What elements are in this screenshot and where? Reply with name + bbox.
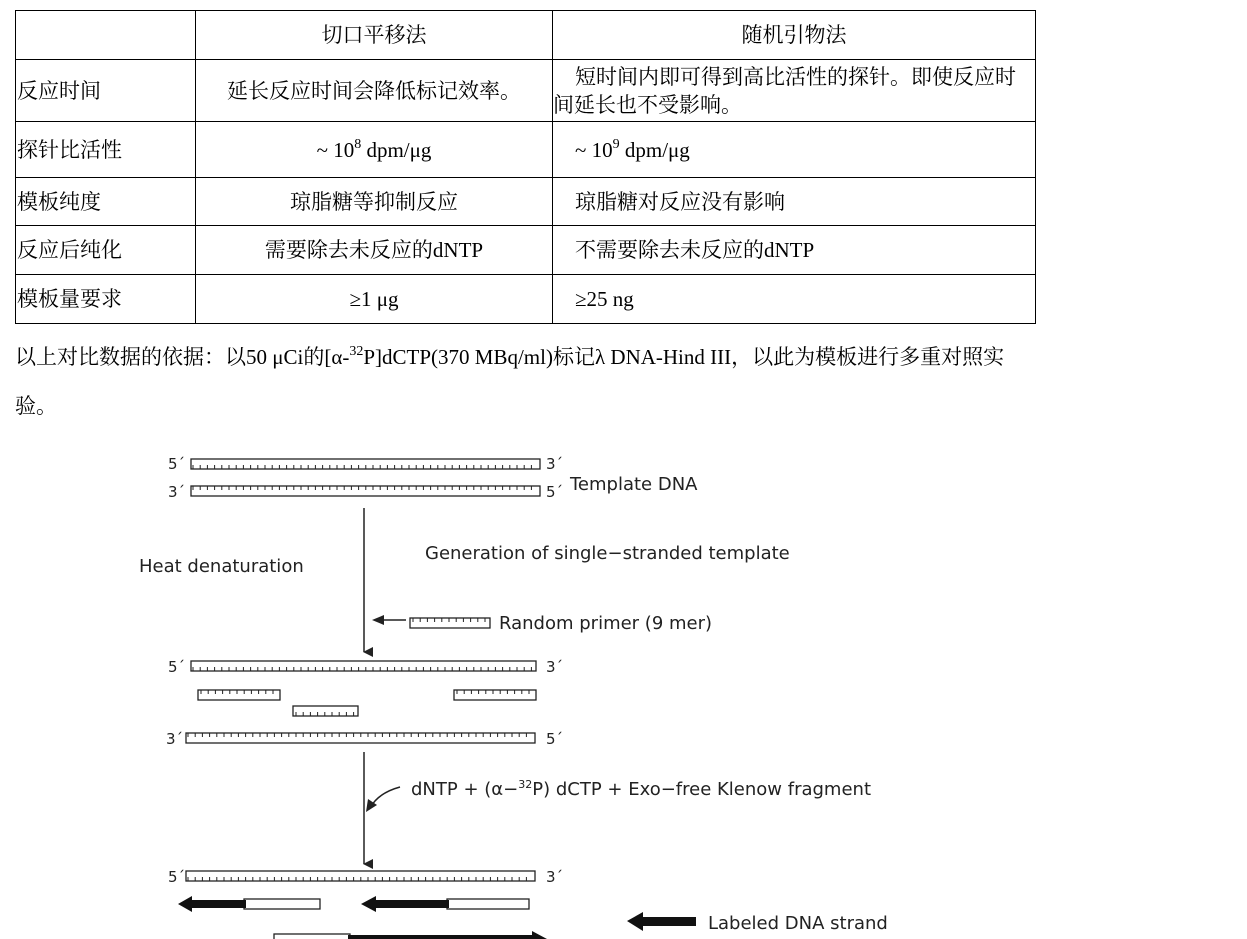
row-label: 反应时间 xyxy=(16,60,196,122)
row-label: 探针比活性 xyxy=(16,122,196,178)
nick-cell: ≥1 μg xyxy=(196,275,553,324)
header-nick-translation: 切口平移法 xyxy=(196,11,553,60)
random-cell: ≥25 ng xyxy=(553,275,1036,324)
row-label: 反应后纯化 xyxy=(16,226,196,275)
strand-end-5-label: 5´ xyxy=(546,483,564,501)
template-dna-label: Template DNA xyxy=(570,474,698,495)
table-row xyxy=(16,275,1036,324)
random-primer-oligo xyxy=(410,618,490,628)
heat-denaturation-label: Heat denaturation xyxy=(139,556,304,577)
row-label: 模板纯度 xyxy=(16,178,196,226)
header-random-primer: 随机引物法 xyxy=(553,11,1036,60)
nick-purify-text: 需要除去未反应的 xyxy=(264,238,433,262)
nick-cell xyxy=(196,226,553,275)
strand-end-3-label: 3´ xyxy=(546,658,564,676)
strand-end-5-label: 5´ xyxy=(168,455,186,473)
annealed-primer xyxy=(198,690,280,700)
template-dna-top-strand xyxy=(191,459,540,469)
random-primer-labeling-diagram xyxy=(0,440,1247,939)
labeled-strand-product xyxy=(274,931,547,939)
strand-end-5-label: 5´ xyxy=(168,868,186,886)
primer-pointer-head xyxy=(372,615,384,625)
strand-end-3-label: 3´ xyxy=(168,483,186,501)
note-text: ，以此为模板进行多重对照实验。 xyxy=(15,345,1005,418)
reaction-label-pre: dNTP + (α− xyxy=(411,779,519,800)
strand-end-3-label: 3´ xyxy=(546,455,564,473)
single-strand-bottom xyxy=(186,733,535,743)
product-template-strand xyxy=(186,871,535,881)
random-cell: 短时间内即可得到高比活性的探针。即使反应时间延长也不受影响。 xyxy=(553,60,1036,122)
nick-activity-base: ~ 10 xyxy=(316,137,355,162)
nick-activity-unit: dpm/μg xyxy=(361,137,432,162)
table-header-row xyxy=(16,11,1036,60)
random-purify-text: 不需要除去未反应的 xyxy=(575,238,764,262)
random-primer-label: Random primer (9 mer) xyxy=(499,613,713,634)
random-activity-base: ~ 10 xyxy=(575,137,613,162)
strand-end-3-label: 3´ xyxy=(546,868,564,886)
comparison-table xyxy=(15,10,1036,324)
reaction-label xyxy=(411,778,871,800)
labeled-strand-legend-arrow xyxy=(627,912,696,931)
random-purify-dntp: dNTP xyxy=(764,238,815,262)
random-activity-unit: dpm/μg xyxy=(619,137,690,162)
note-isotope-mass: 32 xyxy=(349,344,364,359)
labeled-strand-product xyxy=(361,896,529,912)
reaction-label-isotope-mass: 32 xyxy=(518,778,533,791)
nick-purify-dntp: dNTP xyxy=(432,238,484,262)
nick-cell xyxy=(196,122,553,178)
nick-cell: 延长反应时间会降低标记效率。 xyxy=(196,60,553,122)
strand-end-5-label: 5´ xyxy=(168,658,186,676)
labeled-strand-product xyxy=(178,896,320,912)
annealed-primer xyxy=(454,690,536,700)
annealed-primer xyxy=(293,706,358,716)
note-text: 标记 xyxy=(552,345,595,369)
data-basis-note xyxy=(15,333,1040,431)
nick-activity-exponent: 8 xyxy=(354,136,362,152)
random-cell xyxy=(553,226,1036,275)
note-activity: 50 μCi xyxy=(246,345,304,369)
row-label: 模板量要求 xyxy=(16,275,196,324)
single-strand-top xyxy=(191,661,536,671)
reaction-label-post: P) dCTP + Exo−free Klenow fragment xyxy=(532,779,872,800)
note-isotope: [α- xyxy=(324,345,350,369)
labeled-strand-label: Labeled DNA strand xyxy=(708,913,888,934)
table-row xyxy=(16,226,1036,275)
strand-end-5-label: 5´ xyxy=(546,730,564,748)
note-text: 以上对比数据的依据：以 xyxy=(15,345,246,369)
single-strand-label: Generation of single−stranded template xyxy=(425,543,790,564)
table-row xyxy=(16,178,1036,226)
table-row xyxy=(16,122,1036,178)
header-empty xyxy=(16,11,196,60)
note-template: λ DNA-Hind III xyxy=(594,345,732,369)
table-row xyxy=(16,60,1036,122)
nick-cell: 琼脂糖等抑制反应 xyxy=(196,178,553,226)
random-cell: 琼脂糖对反应没有影响 xyxy=(553,178,1036,226)
random-cell xyxy=(553,122,1036,178)
strand-end-3-label: 3´ xyxy=(166,730,184,748)
template-dna-bottom-strand xyxy=(191,486,540,496)
note-isotope-rest: P]dCTP(370 MBq/ml) xyxy=(363,345,553,369)
random-activity-exponent: 9 xyxy=(612,136,620,152)
note-text: 的 xyxy=(303,345,325,369)
